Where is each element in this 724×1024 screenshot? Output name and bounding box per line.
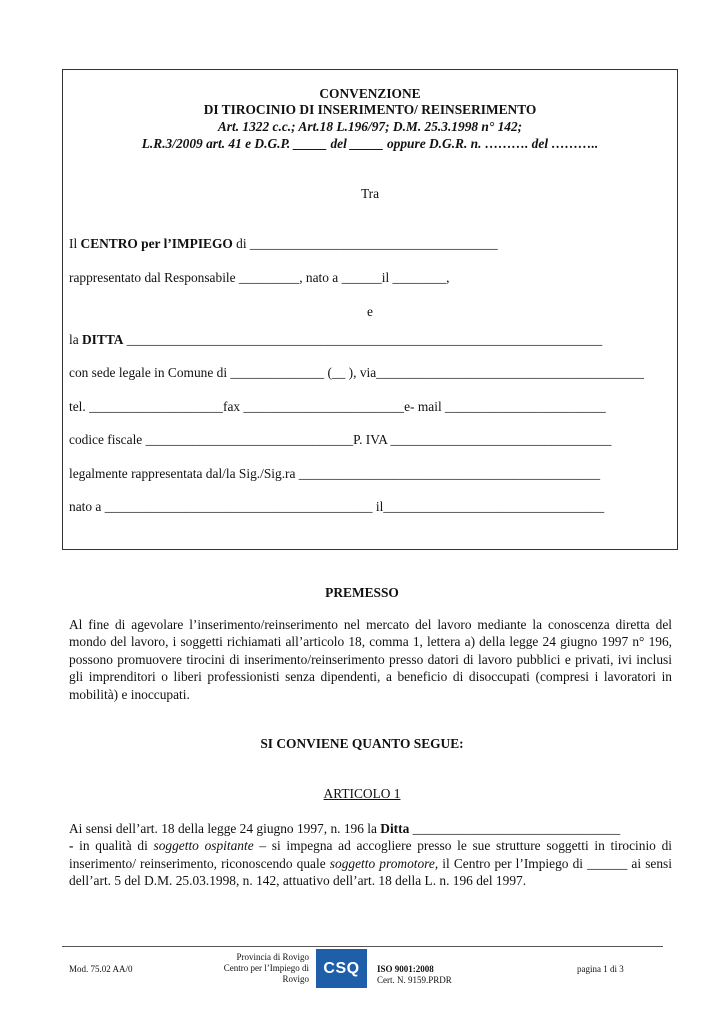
tra-label: Tra <box>360 186 380 201</box>
page-number: pagina 1 di 3 <box>577 964 624 974</box>
iso-block: ISO 9001:2008 Cert. N. 9159.PRDR <box>377 964 452 985</box>
e-label: e <box>367 304 373 319</box>
doc-title: CONVENZIONE <box>319 86 421 101</box>
conviene-heading: SI CONVIENE QUANTO SEGUE: <box>260 736 464 751</box>
premesso-heading: PREMESSO <box>325 585 399 600</box>
csq-logo: CSQ <box>316 949 367 988</box>
ditta-label: DITTA <box>82 332 124 347</box>
nato-line: nato a ________________________________________ il_________________________________ <box>69 499 605 514</box>
centro-label: CENTRO per l’IMPIEGO <box>80 236 233 251</box>
doc-subtitle: DI TIROCINIO DI INSERIMENTO/ REINSERIMENTO <box>203 102 537 117</box>
legal-reference-1: Art. 1322 c.c.; Art.18 L.196/97; D.M. 25.3.1998 n° 142; <box>217 119 523 134</box>
sede-line: con sede legale in Comune di ______________ (__ ), via________________________________________ <box>69 365 644 380</box>
ditta-line: la DITTA _______________________________________________________________________ <box>69 332 603 347</box>
articolo-1-heading: ARTICOLO 1 <box>323 786 401 801</box>
header-box <box>62 69 678 550</box>
model-code: Mod. 75.02 AA/0 <box>69 964 133 974</box>
rappresentato-line: rappresentato dal Responsabile _________, nato a ______il ________, <box>69 270 450 285</box>
legale-rappresentante-line: legalmente rappresentata dal/la Sig./Sig.ra _____________________________________________ <box>69 466 601 481</box>
contact-line: tel. ____________________fax ________________________e- mail ________________________ <box>69 399 606 414</box>
provincia-block: Provincia di Rovigo Centro per l’Impiego di Rovigo <box>223 952 309 984</box>
legal-reference-2: L.R.3/2009 art. 41 e D.G.P. _____ del _____ oppure D.G.R. n. ………. del ……….. <box>141 136 599 151</box>
codice-fiscale-line: codice fiscale _______________________________P. IVA _________________________________ <box>69 432 612 447</box>
articolo-1-paragraph: Ai sensi dell’art. 18 della legge 24 giugno 1997, n. 196 la Ditta _______________________________ - in qualità di soggetto ospitante – si impegna ad accogliere presso le sue strutture soggetti in tirocinio di inserimento/ reinserimento, riconoscendo quale soggetto promotore, il Centro per l’Impiego di ______ ai sensi dell’art. 5 del D.M. 25.03.1998, n. 142, attuativo dell’art. 18 della L. n. 196 del 1997. <box>69 821 672 889</box>
centro-line: Il CENTRO per l’IMPIEGO di _____________________________________ <box>69 236 498 251</box>
premesso-paragraph: Al fine di agevolare l’inserimento/reinserimento nel mercato del lavoro mediante la conoscenza diretta del mondo del lavoro, i soggetti richiamati all’articolo 18, comma 1, lettera a) della legge 24 giugno 1997 n° 196, possono promuovere tirocini di inserimento/reinserimento presso datori di lavoro pubblici e privati, ivi inclusi gli imprenditori o liberi professionisti senza dipendenti, a beneficio di disoccupati (compresi i lavoratori in mobilità) e inoccupati. <box>69 617 672 702</box>
footer-divider <box>62 946 663 947</box>
